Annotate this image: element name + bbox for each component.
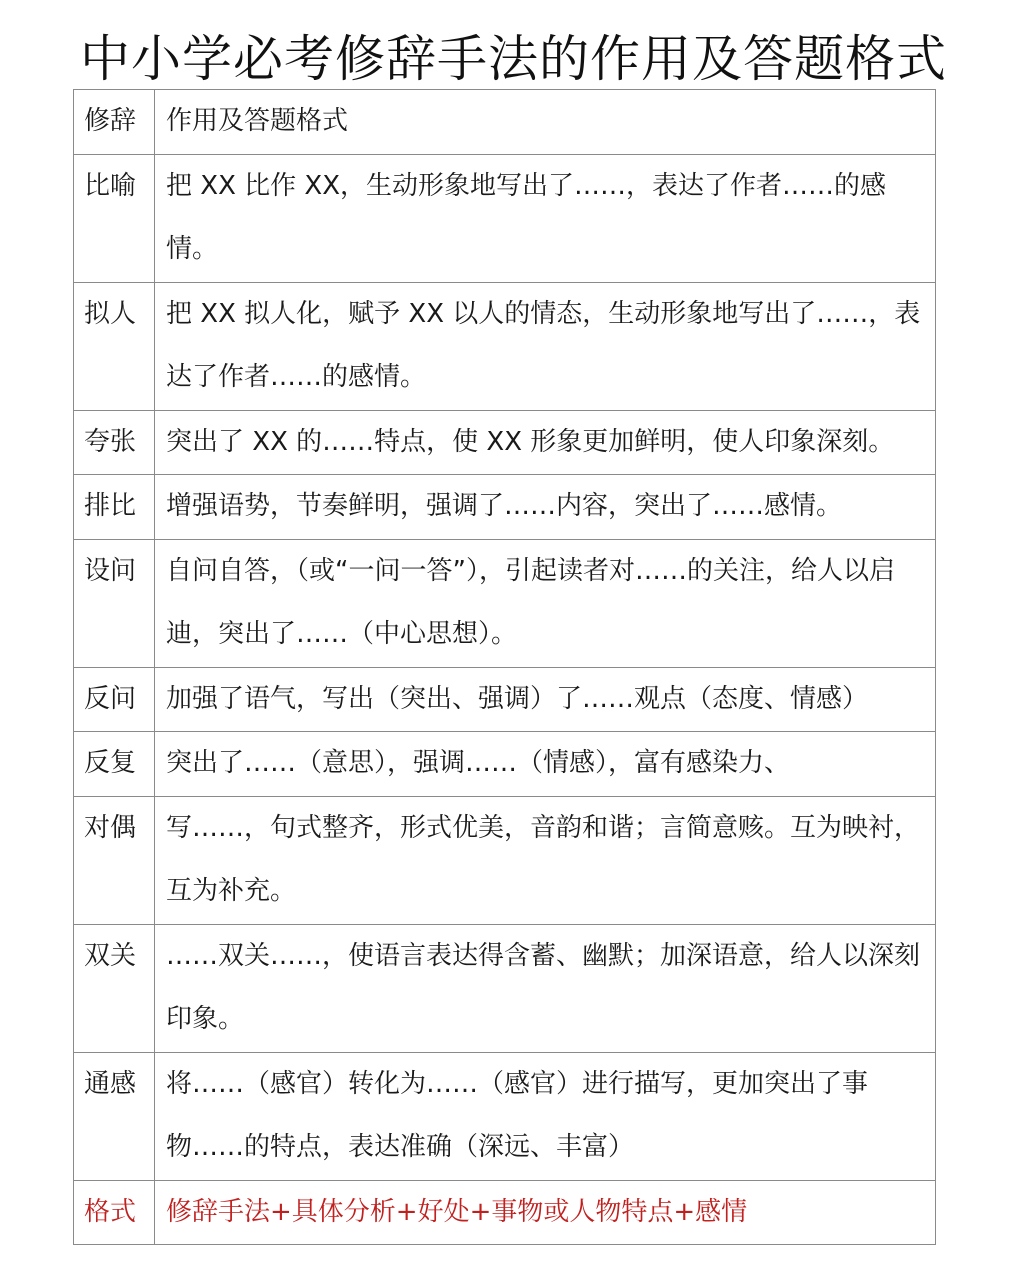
rhetoric-table: [73, 89, 936, 1245]
table-row: [74, 410, 936, 475]
header-cell-name: 修辞: [74, 90, 155, 155]
row-desc: 突出了……（意思），强调……（情感），富有感染力、: [155, 732, 936, 797]
table-row: [74, 732, 936, 797]
table-row: [74, 154, 936, 282]
table-row: [74, 539, 936, 667]
row-desc: ……双关……，使语言表达得含蓄、幽默；加深语意，给人以深刻印象。: [155, 924, 936, 1052]
row-name: 设问: [74, 539, 155, 667]
row-desc: 增强语势，节奏鲜明，强调了……内容，突出了……感情。: [155, 475, 936, 540]
table-header-row: [74, 90, 936, 155]
table-row: [74, 924, 936, 1052]
row-desc: 自问自答，（或“一问一答”），引起读者对……的关注，给人以启迪，突出了……（中心思想）。: [155, 539, 936, 667]
table-row: [74, 475, 936, 540]
row-name: 拟人: [74, 282, 155, 410]
row-desc: 写……，句式整齐，形式优美，音韵和谐；言简意赅。互为映衬，互为补充。: [155, 796, 936, 924]
table-row: [74, 796, 936, 924]
table-row: [74, 667, 936, 732]
row-name: 反问: [74, 667, 155, 732]
row-name: 夸张: [74, 410, 155, 475]
row-name: 对偶: [74, 796, 155, 924]
row-name: 双关: [74, 924, 155, 1052]
header-cell-desc: 作用及答题格式: [155, 90, 936, 155]
table-row: [74, 282, 936, 410]
table-row: [74, 1052, 936, 1180]
row-desc: 把 XX 比作 XX，生动形象地写出了……，表达了作者……的感情。: [155, 154, 936, 282]
row-desc: 将……（感官）转化为……（感官）进行描写，更加突出了事物……的特点，表达准确（深远、丰富）: [155, 1052, 936, 1180]
row-desc: 突出了 XX 的……特点，使 XX 形象更加鲜明，使人印象深刻。: [155, 410, 936, 475]
row-desc: 把 XX 拟人化，赋予 XX 以人的情态，生动形象地写出了……，表达了作者……的感情。: [155, 282, 936, 410]
format-row-desc: 修辞手法+具体分析+好处+事物或人物特点+感情: [155, 1180, 936, 1245]
format-row: [74, 1180, 936, 1245]
row-name: 比喻: [74, 154, 155, 282]
format-row-name: 格式: [74, 1180, 155, 1245]
row-name: 反复: [74, 732, 155, 797]
row-desc: 加强了语气，写出（突出、强调）了……观点（态度、情感）: [155, 667, 936, 732]
row-name: 排比: [74, 475, 155, 540]
row-name: 通感: [74, 1052, 155, 1180]
page-title: 中小学必考修辞手法的作用及答题格式: [80, 30, 947, 88]
